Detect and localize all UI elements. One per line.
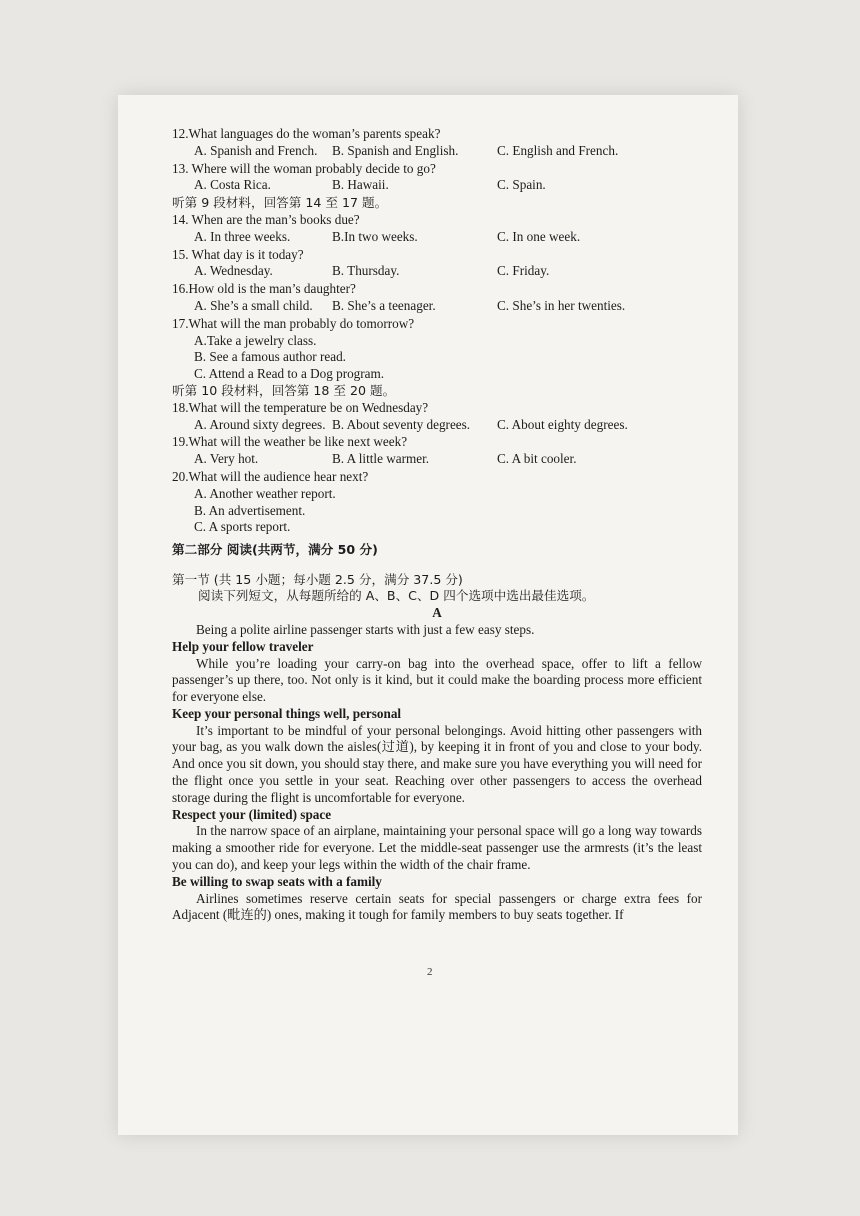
option-c: C. She’s in her twenties. <box>497 297 626 313</box>
question-20 <box>172 469 702 536</box>
option-a: A. Costa Rica. <box>194 177 271 193</box>
option-b: B. Spanish and English. <box>332 142 459 158</box>
option-a: A. Very hot. <box>194 451 259 467</box>
passage-letter: A <box>432 605 442 621</box>
question-14 <box>172 212 702 246</box>
option-c: C. In one week. <box>497 228 581 244</box>
option-b: B. Hawaii. <box>332 177 389 193</box>
options-row <box>172 451 702 468</box>
option-a: A. Spanish and French. <box>194 142 318 158</box>
option-b: B. She’s a teenager. <box>332 297 436 313</box>
passage-paragraph-1: While you’re loading your carry-on bag into the overhead space, offer to lift a fellow passenger’s up there, too. Not only is it kind, but it could make the boarding process more efficient for everyone else. <box>172 655 702 705</box>
option-c: C. A bit cooler. <box>497 451 577 467</box>
option-c: C. Attend a Read to a Dog program. <box>194 366 385 382</box>
passage-heading-2: Keep your personal things well, personal <box>172 705 402 721</box>
options-row <box>172 263 702 280</box>
option-b: B. A little warmer. <box>332 451 430 467</box>
option-a: A. Another weather report. <box>194 485 336 501</box>
option-c: C. Friday. <box>497 263 550 279</box>
passage-paragraph-4: Airlines sometimes reserve certain seats for special passengers or charge extra fees for Adjacent (毗连的) ones, making it tough for family members to buy seats together. If <box>172 890 702 923</box>
question-text: 15. What day is it today? <box>172 246 304 262</box>
option-b: B. See a famous author read. <box>194 349 346 365</box>
question-13 <box>172 161 702 195</box>
option-c: C. English and French. <box>497 142 619 158</box>
reading-instruction: 阅读下列短文，从每题所给的 A、B、C、D 四个选项中选出最佳选项。 <box>198 588 595 604</box>
question-15 <box>172 247 702 281</box>
passage-heading-3: Respect your (limited) space <box>172 806 332 822</box>
options-row <box>172 229 702 246</box>
passage-heading-4: Be willing to swap seats with a family <box>172 873 382 889</box>
question-text: 19.What will the weather be like next week? <box>172 434 408 450</box>
question-12 <box>172 126 702 160</box>
options-row <box>172 417 702 434</box>
option-a: A. Around sixty degrees. <box>194 416 326 432</box>
question-text: 16.How old is the man’s daughter? <box>172 281 356 297</box>
section-10-instruction: 听第 10 段材料，回答第 18 至 20 题。 <box>172 382 396 398</box>
passage-paragraph-3: In the narrow space of an airplane, maintaining your personal space will go a long way towards making a smoother ride for everyone. Let the middle-seat passenger use the armrests (it’s the least you can do), and keep your legs within the width of the chair frame. <box>172 823 702 873</box>
option-a: A.Take a jewelry class. <box>194 332 317 348</box>
options-row <box>172 298 702 315</box>
exam-content <box>172 126 702 924</box>
question-text: 13. Where will the woman probably decide to go? <box>172 160 436 176</box>
question-16 <box>172 281 702 315</box>
option-b: B. Thursday. <box>332 263 400 279</box>
passage-intro: Being a polite airline passenger starts with just a few easy steps. <box>196 621 535 637</box>
option-c: C. A sports report. <box>194 519 291 535</box>
page-number: 2 <box>427 966 433 978</box>
section-9-instruction: 听第 9 段材料，回答第 14 至 17 题。 <box>172 195 388 211</box>
option-a: A. She’s a small child. <box>194 297 313 313</box>
options-row <box>172 143 702 160</box>
option-b: B.In two weeks. <box>332 228 418 244</box>
passage-heading-1: Help your fellow traveler <box>172 638 314 654</box>
question-text: 18.What will the temperature be on Wednesday? <box>172 399 429 415</box>
question-text: 17.What will the man probably do tomorrow? <box>172 315 415 331</box>
question-17 <box>172 316 702 383</box>
question-19 <box>172 434 702 468</box>
question-text: 20.What will the audience hear next? <box>172 468 369 484</box>
option-c: C. Spain. <box>497 177 546 193</box>
question-text: 12.What languages do the woman’s parents speak? <box>172 126 441 141</box>
option-c: C. About eighty degrees. <box>497 416 628 432</box>
passage-paragraph-2: It’s important to be mindful of your personal belongings. Avoid hitting other passengers with your bag, as you walk down the aisles(过道), by keeping it in front of you and close to your body. And once you sit down, you should stay there, and make sure you have everything you will need for the flight once you settle in your seat. Reaching over other passengers to access the overhead storage during the flight is uncomfortable for everyone. <box>172 722 702 805</box>
part-2-heading: 第二部分 阅读(共两节，满分 50 分) <box>172 542 378 558</box>
part-2-section-1: 第一节 (共 15 小题；每小题 2.5 分，满分 37.5 分) <box>172 571 463 587</box>
option-a: A. In three weeks. <box>194 228 291 244</box>
option-b: B. About seventy degrees. <box>332 416 471 432</box>
question-18 <box>172 400 702 434</box>
option-a: A. Wednesday. <box>194 263 273 279</box>
option-b: B. An advertisement. <box>194 502 306 518</box>
options-row <box>172 177 702 194</box>
question-text: 14. When are the man’s books due? <box>172 211 360 227</box>
